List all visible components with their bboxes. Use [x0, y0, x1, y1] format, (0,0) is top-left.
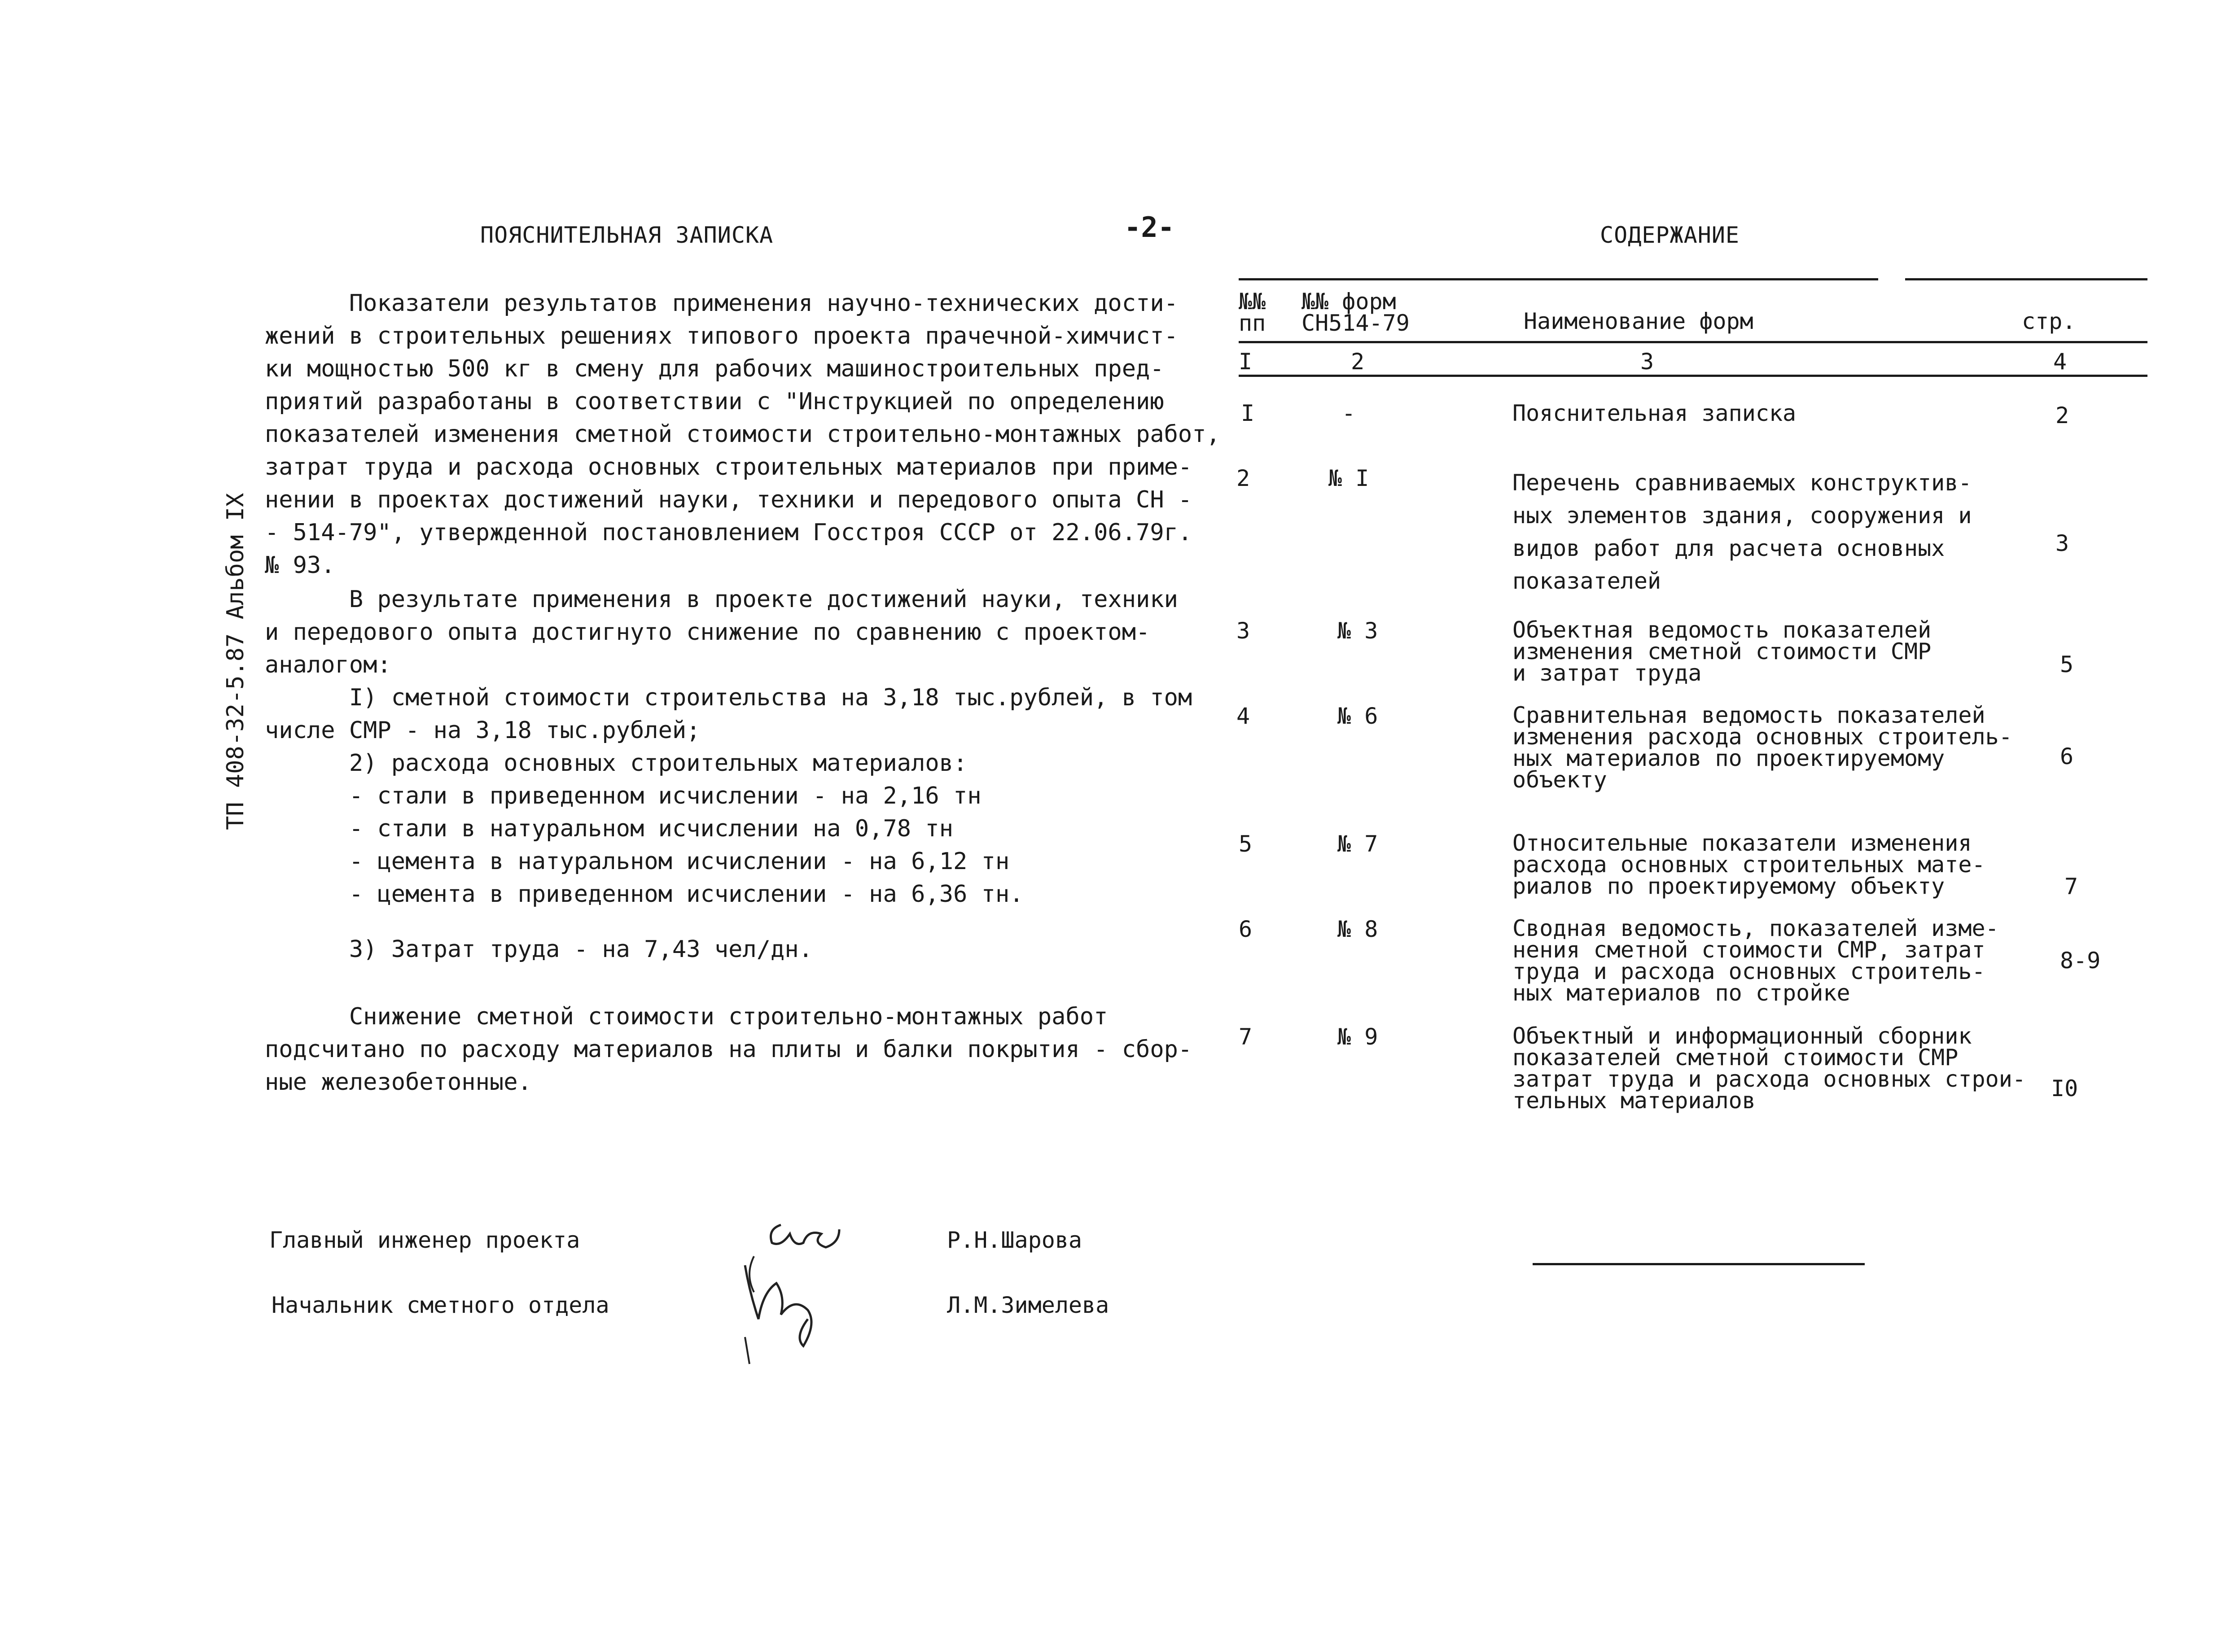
- note-paragraph-3: 3) Затрат труда - на 7,43 чел/дн.: [265, 936, 813, 963]
- bottom-rule: [1533, 1263, 1865, 1265]
- note-paragraph-2: [265, 583, 1192, 911]
- text-line: - цемента в приведенном исчислении - на 6,36 тн.: [265, 881, 1024, 908]
- text-line: - стали в натуральном исчислении на 0,78 тн: [265, 815, 954, 842]
- text-line: показателей изменения сметной стоимости строительно-монтажных работ,: [265, 421, 1220, 448]
- text-line: нении в проектах достижений науки, техники и передового опыта СН -: [265, 486, 1192, 513]
- text-line: жений в строительных решениях типового проекта прачечной-химчист-: [265, 323, 1178, 350]
- chief-engineer-role: Главный инженер проекта: [269, 1227, 580, 1253]
- row-2-name: Перечень сравниваемых конструктив- ных элементов здания, сооружения и видов работ для расчета основных показателей: [1512, 470, 1972, 594]
- text-line: приятий разработаны в соответствии с "Инструкцией по определению: [265, 388, 1164, 415]
- row-1-num: I: [1241, 400, 1255, 426]
- row-7-form: № 9: [1337, 1024, 1378, 1050]
- text-line: I) сметной стоимости строительства на 3,18 тыс.рублей, в том: [265, 684, 1192, 711]
- row-2-page: 3: [2055, 530, 2069, 556]
- table-top-rule-2: [1905, 278, 2147, 280]
- header-num: №№ пп: [1239, 288, 1266, 336]
- row-1-page: 2: [2055, 402, 2069, 428]
- header-rule: [1239, 341, 2147, 343]
- row-4-form: № 6: [1337, 703, 1378, 729]
- row-7-page: I0: [2051, 1075, 2078, 1101]
- note-paragraph-1: [265, 287, 1220, 582]
- row-4-page: 6: [2060, 743, 2074, 769]
- text-line: - цемента в натуральном исчислении - на 6,12 тн: [265, 848, 1010, 875]
- text-line: - стали в приведенном исчислении - на 2,16 тн: [265, 782, 982, 809]
- row-5-num: 5: [1239, 831, 1253, 857]
- row-6-name: Сводная ведомость, показателей изме- нения сметной стоимости СМР, затрат труда и расхода основных строитель- ных материалов по стройке: [1512, 915, 1999, 1006]
- colnum-4: 4: [2053, 349, 2067, 375]
- note-paragraph-4: [265, 1001, 1192, 1099]
- text-line: затрат труда и расхода основных строительных материалов при приме-: [265, 454, 1192, 481]
- row-6-form: № 8: [1337, 916, 1378, 942]
- text-line: Снижение сметной стоимости строительно-монтажных работ: [265, 1003, 1108, 1030]
- row-4-name: Сравнительная ведомость показателей изменения расхода основных строитель- ных материалов по проектируемому объекту: [1512, 702, 2012, 793]
- estimate-head-role: Начальник сметного отдела: [272, 1292, 609, 1318]
- row-1-name: Пояснительная записка: [1512, 400, 1797, 426]
- row-6-num: 6: [1239, 916, 1253, 942]
- row-5-name: Относительные показатели изменения расхода основных строительных мате- риалов по проектируемому объекту: [1512, 830, 1985, 899]
- row-1-form: -: [1342, 400, 1356, 426]
- explanatory-note-title: ПОЯСНИТЕЛЬНАЯ ЗАПИСКА: [480, 222, 774, 248]
- text-line: № 93.: [265, 552, 335, 579]
- page-number: -2-: [1124, 211, 1174, 244]
- text-line: В результате применения в проекте достижений науки, техники: [265, 586, 1178, 613]
- row-4-num: 4: [1236, 703, 1250, 729]
- text-line: Показатели результатов применения научно-технических дости-: [265, 290, 1178, 317]
- row-5-page: 7: [2064, 874, 2078, 900]
- contents-title: СОДЕРЖАНИЕ: [1600, 222, 1740, 248]
- row-3-page: 5: [2060, 651, 2074, 677]
- row-7-name: Объектный и информационный сборник показателей сметной стоимости СМР затрат труда и расхода основных строи- тельных материалов: [1512, 1023, 2026, 1114]
- row-3-num: 3: [1236, 618, 1250, 644]
- row-7-num: 7: [1239, 1024, 1253, 1050]
- text-line: аналогом:: [265, 651, 391, 678]
- side-label: ТП 408-32-5.87 Альбом IX: [222, 493, 249, 830]
- text-line: ки мощностью 500 кг в смену для рабочих машиностроительных пред-: [265, 355, 1164, 382]
- header-form: №№ форм СН514-79: [1301, 288, 1410, 336]
- colnum-2: 2: [1351, 349, 1365, 375]
- chief-engineer-name: Р.Н.Шарова: [947, 1227, 1082, 1253]
- text-line: и передового опыта достигнуто снижение по сравнению с проектом-: [265, 619, 1150, 646]
- row-3-form: № 3: [1337, 618, 1378, 644]
- text-line: 2) расхода основных строительных материалов:: [265, 750, 968, 777]
- row-6-page: 8-9: [2060, 948, 2101, 974]
- colnum-rule: [1239, 375, 2147, 377]
- text-line: - 514-79", утвержденной постановлением Госстроя СССР от 22.06.79г.: [265, 519, 1192, 546]
- header-name: Наименование форм: [1524, 308, 1753, 334]
- text-line: ные железобетонные.: [265, 1069, 532, 1096]
- row-5-form: № 7: [1337, 831, 1378, 857]
- table-top-rule: [1239, 278, 1878, 280]
- row-2-num: 2: [1236, 465, 1250, 491]
- handwritten-signatures: [727, 1211, 871, 1391]
- row-2-form: № I: [1328, 465, 1369, 491]
- header-page: стр.: [2022, 308, 2076, 334]
- colnum-3: 3: [1640, 349, 1654, 375]
- colnum-1: I: [1239, 349, 1253, 375]
- estimate-head-name: Л.М.Зимелева: [947, 1292, 1109, 1318]
- text-line: подсчитано по расходу материалов на плиты и балки покрытия - сбор-: [265, 1036, 1192, 1063]
- text-line: числе СМР - на 3,18 тыс.рублей;: [265, 717, 701, 744]
- row-3-name: Объектная ведомость показателей изменения сметной стоимости СМР и затрат труда: [1512, 617, 1932, 686]
